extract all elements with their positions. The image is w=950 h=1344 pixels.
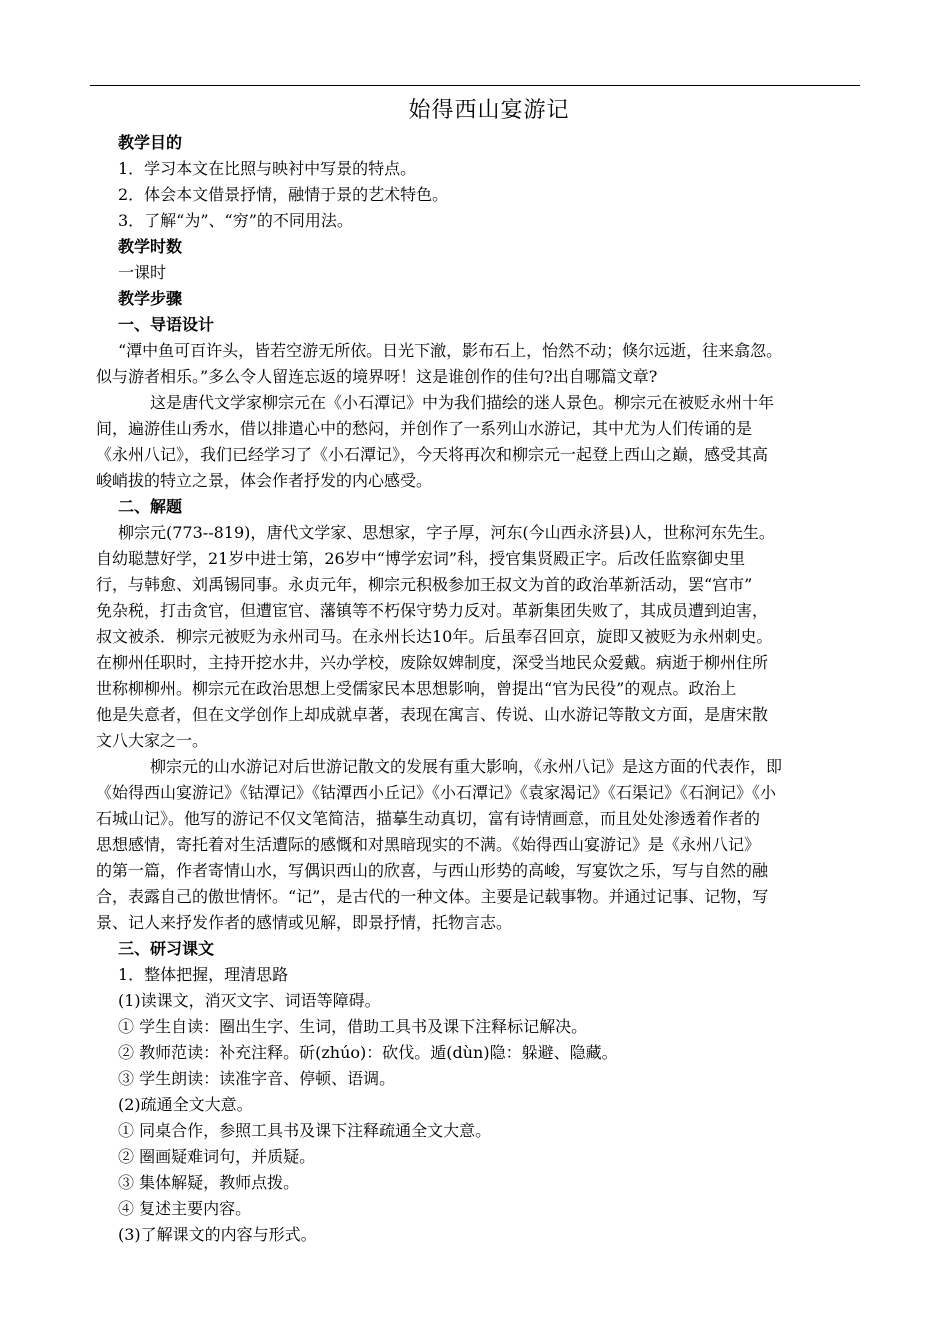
goal-item-1: 1．学习本文在比照与映衬中写景的特点。 — [118, 159, 417, 178]
paragraph-line: 行，与韩愈、刘禹锡同事。永贞元年，柳宗元积极参加王叔文为首的政治革新活动，罢“宫市” — [96, 575, 753, 594]
study-item: ③ 集体解疑，教师点拨。 — [118, 1173, 300, 1192]
study-item: (3)了解课文的内容与形式。 — [118, 1225, 317, 1244]
paragraph-intro — [96, 390, 860, 494]
heading-section-2: 二、解题 — [118, 497, 183, 516]
document-body — [96, 96, 860, 1248]
paragraph-line: 柳宗元(773--819)，唐代文学家、思想家，字子厚，河东(今山西永济县)人，世称河东先生。 — [118, 523, 775, 542]
paragraph-line: 似与游者相乐。”多么令人留连忘返的境界呀！这是谁创作的佳句?出自哪篇文章? — [96, 367, 658, 386]
heading-teaching-hours: 教学时数 — [118, 237, 183, 256]
paragraph-line: 自幼聪慧好学，21岁中进士第，26岁中“博学宏词”科，授官集贤殿正字。后改任监察御史里 — [96, 549, 746, 568]
paragraph-line: 间，遍游佳山秀水，借以排遣心中的愁闷，并创作了一系列山水游记，其中尤为人们传诵的是 — [96, 419, 753, 438]
paragraph-line: 文八大家之一。 — [96, 731, 209, 750]
study-item: 1．整体把握，理清思路 — [118, 965, 289, 984]
paragraph-line: 世称柳柳州。柳宗元在政治思想上受儒家民本思想影响，曾提出“官为民役”的观点。政治上 — [96, 679, 737, 698]
paragraph-line: 石城山记》。他写的游记不仅文笔简洁，描摹生动真切，富有诗情画意，而且处处渗透着作者的 — [96, 809, 761, 828]
heading-section-3: 三、研习课文 — [118, 939, 215, 958]
paragraph-line: 这是唐代文学家柳宗元在《小石潭记》中为我们描绘的迷人景色。柳宗元在被贬永州十年 — [150, 393, 775, 412]
paragraph-line: 柳宗元的山水游记对后世游记散文的发展有重大影响，《永州八记》是这方面的代表作，即 — [150, 757, 783, 776]
study-item: ③ 学生朗读：读准字音、停顿、语调。 — [118, 1069, 396, 1088]
paragraph-line: 《始得西山宴游记》《钴潭记》《钴潭西小丘记》《小石潭记》《袁家渴记》《石渠记》《石涧记》《小 — [96, 783, 777, 802]
page-title: 始得西山宴游记 — [408, 98, 570, 123]
paragraph-line: “潭中鱼可百许头，皆若空游无所依。日光下澈，影布石上，怡然不动；倏尔远逝，往来翕忽。 — [118, 341, 783, 360]
paragraph-travel-notes — [96, 754, 860, 936]
study-item: ② 教师范读：补充注释。斫(zhúo)：砍伐。遁(dùn)隐：躲避、隐藏。 — [118, 1043, 618, 1062]
paragraph-line: 在柳州任职时，主持开挖水井，兴办学校，废除奴婢制度，深受当地民众爱戴。病逝于柳州住所 — [96, 653, 769, 672]
paragraph-line: 景、记人来抒发作者的感情或见解，即景抒情，托物言志。 — [96, 913, 513, 932]
heading-section-1: 一、导语设计 — [118, 315, 215, 334]
study-item: ④ 复述主要内容。 — [118, 1199, 252, 1218]
paragraph-line: 思想感情，寄托着对生活遭际的感慨和对黑暗现实的不满。《始得西山宴游记》是《永州八记》 — [96, 835, 761, 854]
heading-teaching-goal: 教学目的 — [118, 133, 183, 152]
paragraph-line: 他是失意者，但在文学创作上却成就卓著，表现在寓言、传说、山水游记等散文方面，是唐宋散 — [96, 705, 769, 724]
study-item: ① 学生自读：圈出生字、生词，借助工具书及课下注释标记解决。 — [118, 1017, 588, 1036]
paragraph-author-bio — [96, 520, 860, 754]
teaching-hours-value: 一课时 — [118, 263, 167, 282]
paragraph-line: 的第一篇，作者寄情山水，写偶识西山的欣喜，与西山形势的高峻，写宴饮之乐，写与自然的融 — [96, 861, 769, 880]
paragraph-intro-quote — [96, 338, 860, 390]
goal-item-3: 3．了解“为”、“穷”的不同用法。 — [118, 211, 353, 230]
paragraph-line: 峻峭拔的特立之景，体会作者抒发的内心感受。 — [96, 471, 433, 490]
study-item: ① 同桌合作，参照工具书及课下注释疏通全文大意。 — [118, 1121, 492, 1140]
paragraph-line: 《永州八记》，我们已经学习了《小石潭记》，今天将再次和柳宗元一起登上西山之巅，感受其高 — [96, 445, 769, 464]
study-item: (1)读课文，消灭文字、词语等障碍。 — [118, 991, 381, 1010]
header-rule — [90, 85, 860, 86]
study-item: (2)疏通全文大意。 — [118, 1095, 253, 1114]
heading-teaching-steps: 教学步骤 — [118, 289, 183, 308]
paragraph-line: 免杂税，打击贪官，但遭宦官、藩镇等不朽保守势力反对。革新集团失败了，其成员遭到迫害， — [96, 601, 769, 620]
goal-item-2: 2．体会本文借景抒情，融情于景的艺术特色。 — [118, 185, 449, 204]
paragraph-line: 合，表露自己的傲世情怀。“记”，是古代的一种文体。主要是记载事物。并通过记事、记物，写 — [96, 887, 769, 906]
study-item: ② 圈画疑难词句，并质疑。 — [118, 1147, 316, 1166]
paragraph-line: 叔文被杀．柳宗元被贬为永州司马。在永州长达10年。后虽奉召回京，旋即又被贬为永州刺史。 — [96, 627, 773, 646]
